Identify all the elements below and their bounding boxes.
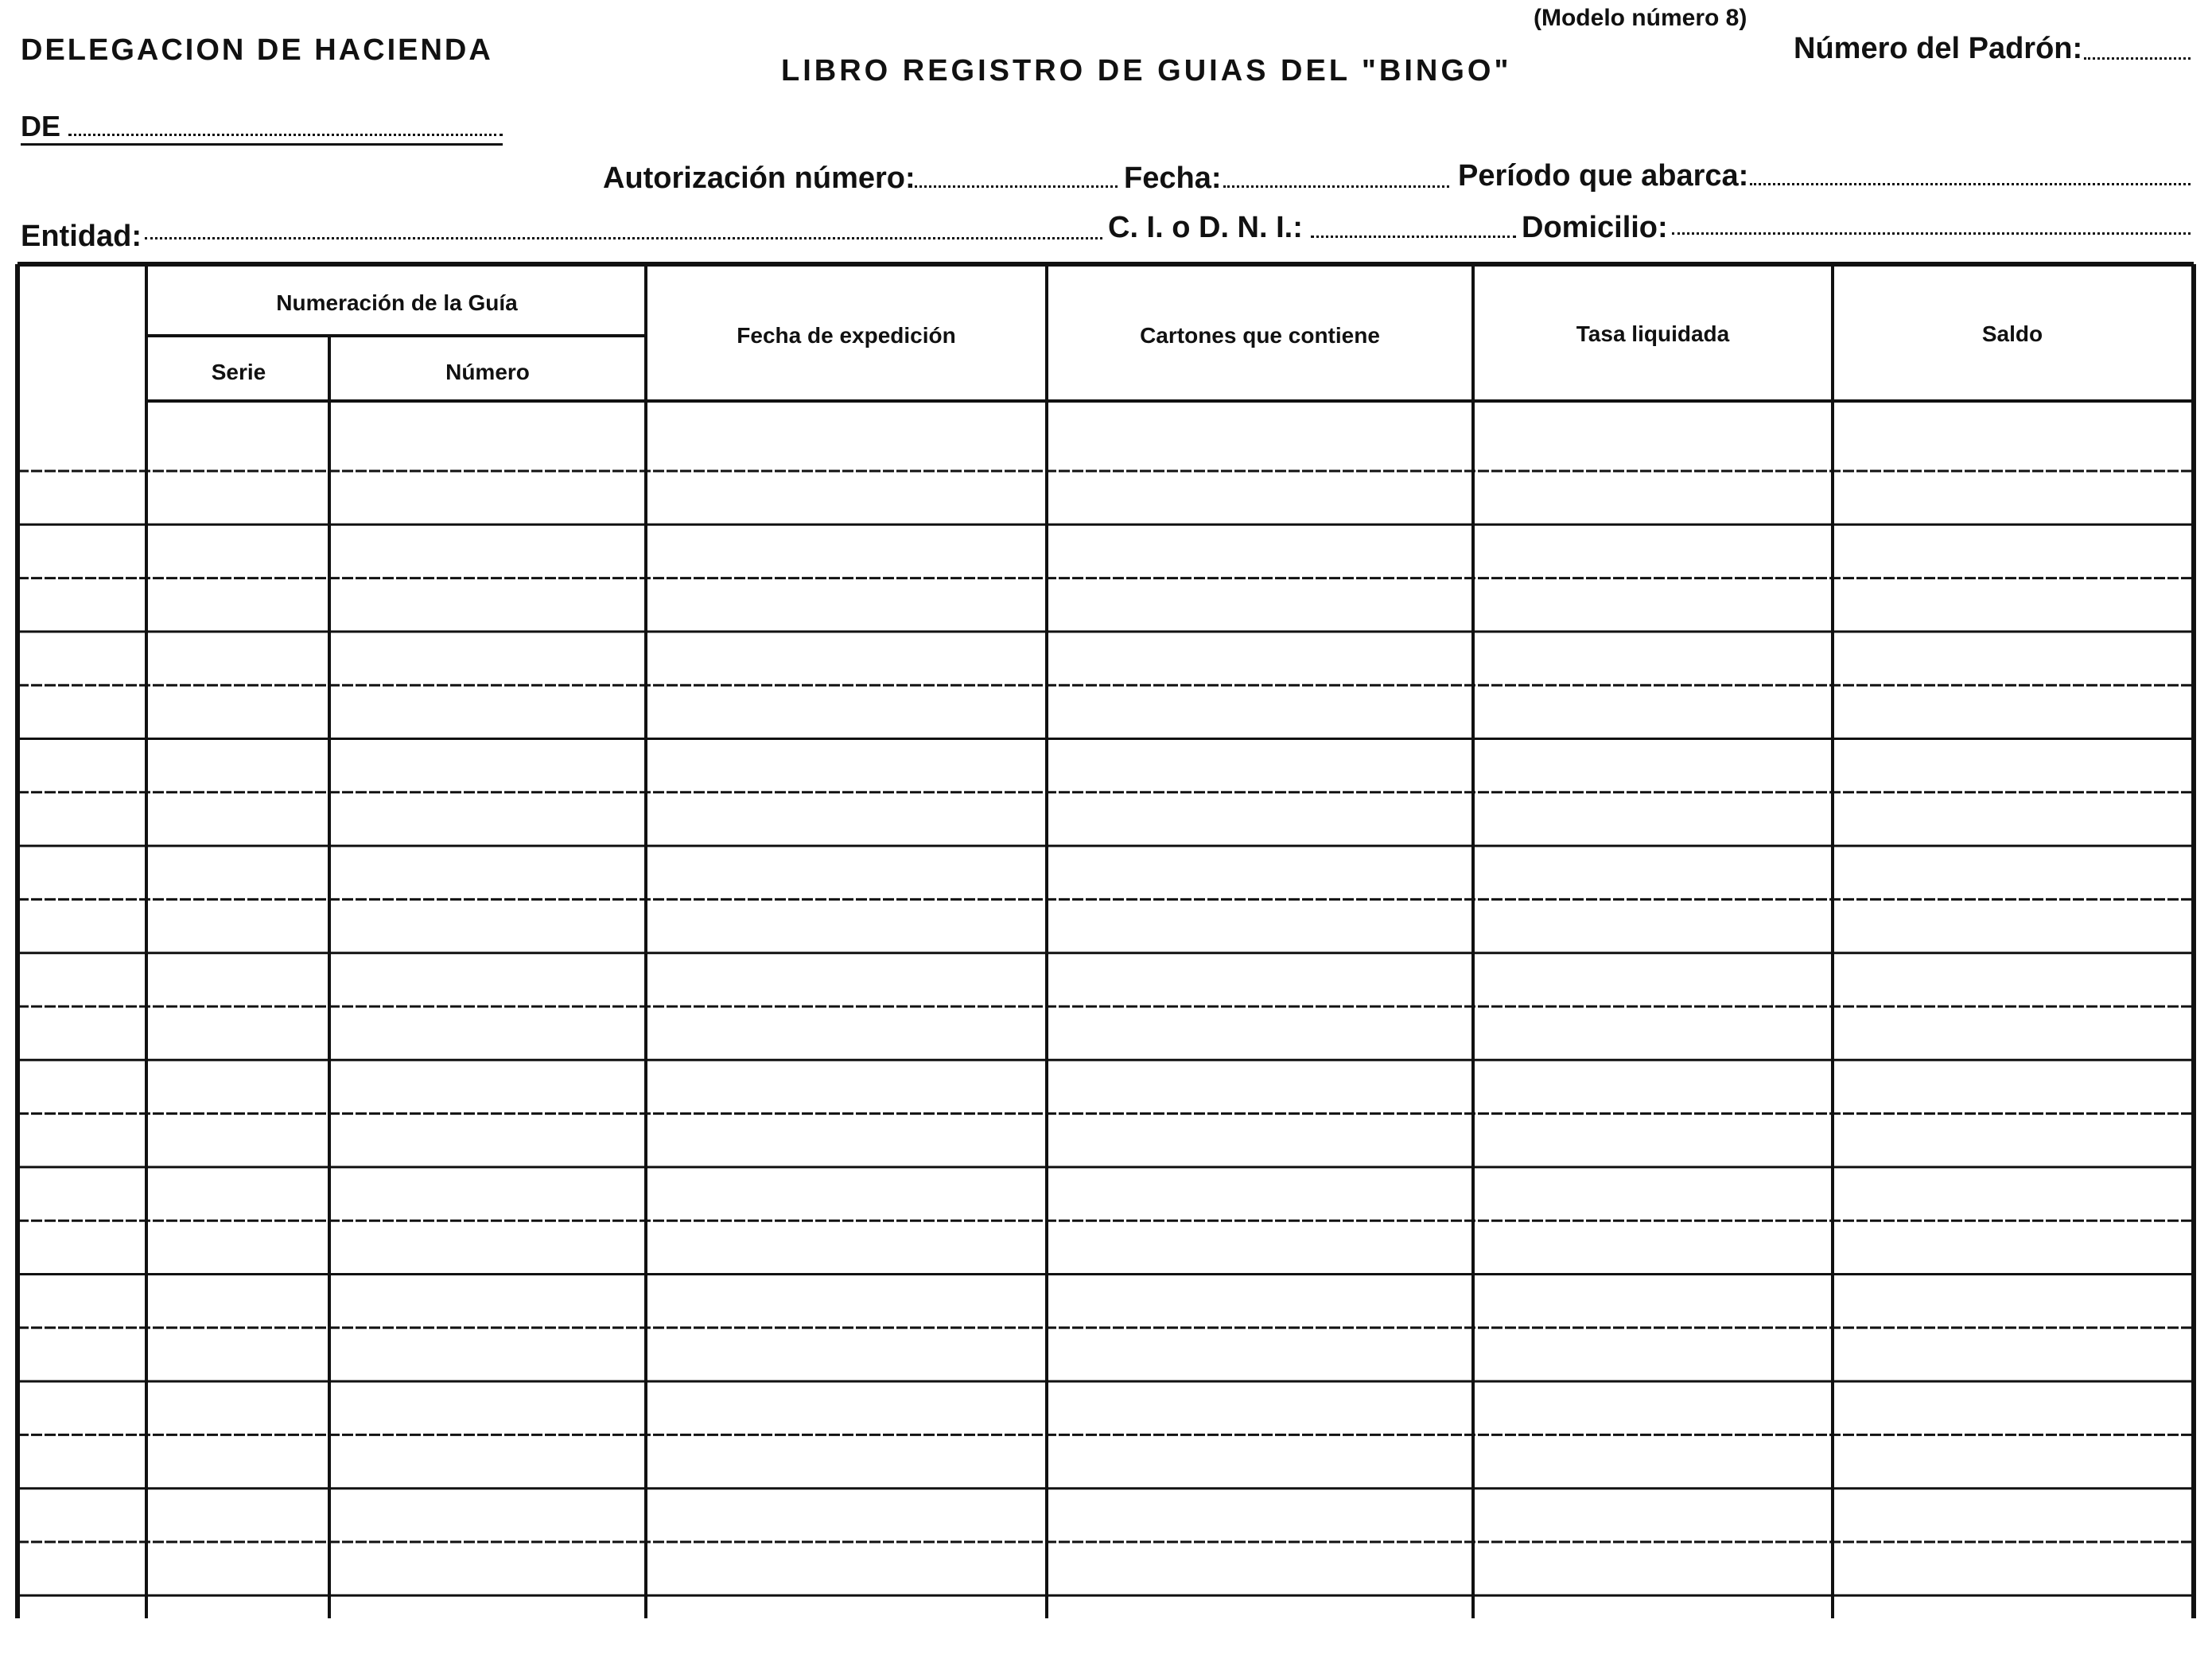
de-label: DE: [21, 110, 61, 142]
header-serie: Serie: [211, 360, 266, 384]
delegacion-title: DELEGACION DE HACIENDA: [21, 33, 493, 67]
domicilio-label: Domicilio:: [1522, 211, 1668, 244]
header-saldo: Saldo: [1981, 321, 2043, 346]
page-title: LIBRO REGISTRO DE GUIAS DEL "BINGO": [781, 54, 1512, 88]
ci-label: C. I. o D. N. I.:: [1108, 211, 1303, 244]
periodo-label: Período que abarca:: [1458, 159, 1749, 193]
modelo-number: (Modelo número 8): [1534, 5, 1747, 31]
entidad-label: Entidad:: [21, 220, 142, 253]
header-tasa-liquidada: Tasa liquidada: [1576, 321, 1730, 346]
header-cartones: Cartones que contiene: [1140, 323, 1380, 348]
header-numeracion-guia: Numeración de la Guía: [276, 290, 518, 315]
header-fecha-expedicion: Fecha de expedición: [737, 323, 956, 348]
padron-label: Número del Padrón:: [1794, 32, 2083, 65]
autorizacion-label: Autorización número:: [603, 162, 916, 195]
header-numero: Número: [445, 360, 530, 384]
fecha-label: Fecha:: [1124, 162, 1222, 195]
